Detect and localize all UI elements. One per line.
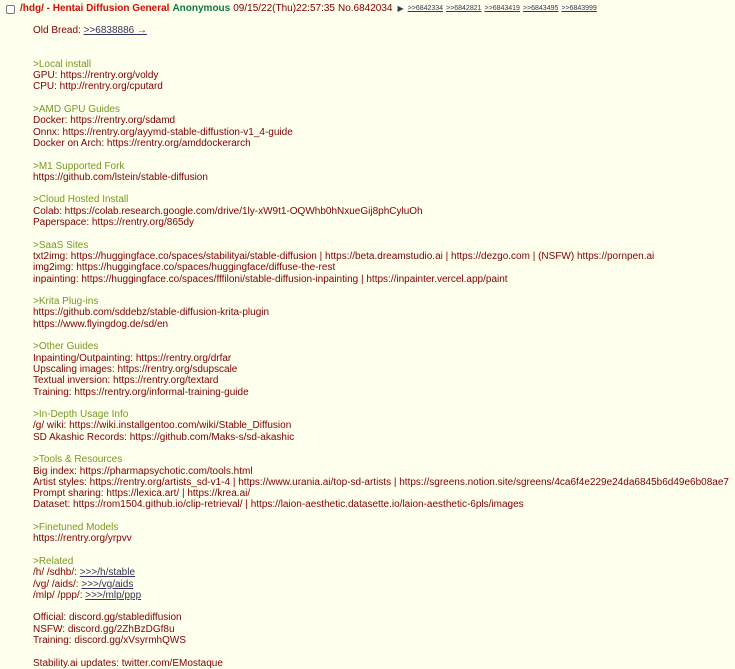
related-vg-line: [33, 579, 733, 590]
text-line: https://github.com/sddebz/stable-diffusion-krita-plugin: [33, 307, 270, 319]
text-line: Onnx: https://rentry.org/ayymd-stable-diffustion-v1_4-guide: [33, 126, 293, 138]
thread-subject: /hdg/ - Hentai Diffusion General: [20, 3, 170, 15]
post-header: [6, 2, 600, 16]
section-heading: >Tools & Resources: [33, 454, 123, 466]
section-heading: >Other Guides: [33, 341, 99, 353]
text-line: Upscaling images: https://rentry.org/sdupscale: [33, 363, 238, 375]
text-line: GPU: https://rentry.org/voldy: [33, 70, 159, 82]
section-heading: >AMD GPU Guides: [33, 104, 120, 116]
related-vg-prefix: /vg/ /aids/:: [33, 578, 82, 590]
section-heading: >Cloud Hosted Install: [33, 194, 129, 206]
text-line: Paperspace: https://rentry.org/865dy: [33, 217, 195, 229]
section-heading: >M1 Supported Fork: [33, 160, 125, 172]
related-mlp-line: [33, 590, 733, 601]
text-line: Dataset: https://rom1504.github.io/clip-retrieval/ | https://laion-aesthetic.datasette.io/laion-aesthetic-6pls/images: [33, 499, 524, 511]
text-line: https://github.com/lstein/stable-diffusion: [33, 171, 208, 183]
text-line: NSFW: discord.gg/2ZhBzDGf8u: [33, 623, 175, 635]
section-heading: >Local install: [33, 58, 92, 70]
board-link-h[interactable]: >>>/h/stable: [79, 567, 136, 579]
post-menu-arrow-icon[interactable]: ▶: [397, 4, 404, 14]
post-datetime: 09/15/22(Thu)22:57:35: [233, 3, 335, 15]
old-bread-label: Old Bread:: [33, 25, 84, 36]
backlink[interactable]: >>6842821: [446, 5, 482, 13]
post-select-checkbox[interactable]: [6, 5, 15, 14]
backlink[interactable]: >>6843495: [522, 5, 559, 13]
text-line: img2img: https://huggingface.co/spaces/huggingface/diffuse-the-rest: [33, 262, 336, 274]
board-link-vg[interactable]: >>>/vg/aids: [81, 578, 134, 590]
section-heading: >In-Depth Usage Info: [33, 409, 129, 421]
related-mlp-prefix: /mlp/ /ppp/:: [33, 589, 86, 601]
text-line: Docker on Arch: https://rentry.org/amddockerarch: [33, 137, 251, 149]
text-line: Training: discord.gg/xVsyrmhQWS: [33, 635, 187, 647]
related-h-prefix: /h/ /sdhb/:: [33, 567, 80, 579]
backlink[interactable]: >>6843419: [484, 5, 520, 13]
text-line: Artist styles: https://rentry.org/artists_sd-v1-4 | https://www.urania.ai/top-sd-artists | https://sgreens.notion.site/sgreens/4ca6f4e229e24da6845b6d49e6b08ae7: [33, 476, 729, 488]
section-heading: >Related: [33, 555, 74, 567]
section-heading: >Finetuned Models: [33, 522, 119, 534]
text-line: Inpainting/Outpainting: https://rentry.org/drfar: [33, 352, 232, 364]
text-line: Prompt sharing: https://lexica.art/ | https://krea.ai/: [33, 488, 251, 500]
post-body: [33, 25, 733, 669]
text-line: https://www.flyingdog.de/sd/en: [33, 318, 169, 330]
old-bread-line: [33, 25, 733, 36]
backlink[interactable]: >>6842334: [407, 5, 444, 13]
text-line: CPU: http://rentry.org/cputard: [33, 81, 163, 93]
text-line: Docker: https://rentry.org/sdamd: [33, 115, 176, 127]
backlink[interactable]: >>6843999: [561, 5, 597, 13]
section-heading: >Krita Plug-ins: [33, 296, 99, 308]
board-link-mlp[interactable]: >>>/mlp/ppp: [85, 589, 142, 601]
old-bread-link[interactable]: >>6838886 →: [83, 25, 147, 36]
text-line: inpainting: https://huggingface.co/spaces/fffiloni/stable-diffusion-inpainting | https://inpainter.vercel.app/paint: [33, 273, 508, 285]
text-line: Textual inversion: https://rentry.org/textard: [33, 375, 219, 387]
post-number[interactable]: No.6842034: [337, 3, 393, 15]
text-line: Colab: https://colab.research.google.com/drive/1ly-xW9t1-OQWhb0hNxueGij8phCyluOh: [33, 205, 423, 217]
text-line: txt2img: https://huggingface.co/spaces/stabilityai/stable-diffusion | https://beta.dreamstudio.ai | https://dezgo.com | (NSFW) https://pornpen.ai: [33, 250, 655, 262]
text-line: Training: https://rentry.org/informal-training-guide: [33, 386, 249, 398]
text-line: SD Akashic Records: https://github.com/Maks-s/sd-akashic: [33, 431, 295, 443]
text-line: Big index: https://pharmapsychotic.com/tools.html: [33, 465, 253, 477]
poster-name: Anonymous: [172, 3, 231, 15]
text-line: Official: discord.gg/stablediffusion: [33, 612, 182, 624]
section-heading: >SaaS Sites: [33, 239, 89, 251]
related-h-line: [33, 567, 733, 578]
text-line: https://rentry.org/yrpvv: [33, 533, 132, 545]
text-line: Stability.ai updates: twitter.com/EMostaque: [33, 657, 223, 669]
text-line: /g/ wiki: https://wiki.installgentoo.com/wiki/Stable_Diffusion: [33, 420, 292, 432]
